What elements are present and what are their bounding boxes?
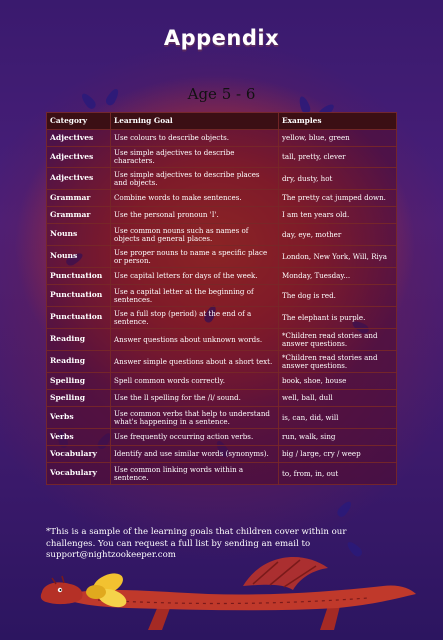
table-header-row <box>47 113 397 130</box>
category-cell: Reading <box>47 329 111 351</box>
table-row <box>47 130 397 147</box>
goal-cell: Use a full stop (period) at the end of a sentence. <box>111 307 279 329</box>
goal-cell: Answer questions about unknown words. <box>111 329 279 351</box>
examples-cell: yellow, blue, green <box>279 130 397 147</box>
table-row <box>47 285 397 307</box>
table-row <box>47 168 397 190</box>
examples-cell: day, eye, mother <box>279 224 397 246</box>
examples-cell: *Children read stories and answer questions. <box>279 351 397 373</box>
examples-cell: The elephant is purple. <box>279 307 397 329</box>
goal-cell: Use common verbs that help to understand what's happening in a sentence. <box>111 407 279 429</box>
dragon-illustration <box>38 548 418 634</box>
examples-cell: tall, pretty, clever <box>279 147 397 168</box>
category-cell: Grammar <box>47 190 111 207</box>
examples-cell: dry, dusty, hot <box>279 168 397 190</box>
examples-cell: is, can, did, will <box>279 407 397 429</box>
goal-cell: Use simple adjectives to describe places and objects. <box>111 168 279 190</box>
dragon-head <box>41 582 83 604</box>
examples-cell: The dog is red. <box>279 285 397 307</box>
examples-cell: book, shoe, house <box>279 373 397 390</box>
category-cell: Punctuation <box>47 268 111 285</box>
goal-cell: Use frequently occurring action verbs. <box>111 429 279 446</box>
table-row <box>47 463 397 485</box>
goal-cell: Identify and use similar words (synonyms). <box>111 446 279 463</box>
goal-cell: Use the personal pronoun 'I'. <box>111 207 279 224</box>
table-row <box>47 373 397 390</box>
examples-cell: *Children read stories and answer questions. <box>279 329 397 351</box>
category-cell: Punctuation <box>47 285 111 307</box>
category-cell: Verbs <box>47 429 111 446</box>
dragon-wing <box>243 557 328 590</box>
examples-cell: The pretty cat jumped down. <box>279 190 397 207</box>
examples-cell: to, from, in, out <box>279 463 397 485</box>
goal-cell: Combine words to make sentences. <box>111 190 279 207</box>
age-subtitle: Age 5 - 6 <box>187 85 256 103</box>
page-title: Appendix <box>163 26 280 50</box>
goal-cell: Use colours to describe objects. <box>111 130 279 147</box>
goal-cell: Use the ll spelling for the /l/ sound. <box>111 390 279 407</box>
category-cell: Nouns <box>47 246 111 268</box>
category-cell: Adjectives <box>47 147 111 168</box>
footnote: *This is a sample of the learning goals that children cover within our challenges. You can request a full list by sending an email to support@nightzookeeper.com <box>46 527 347 561</box>
examples-cell: I am ten years old. <box>279 207 397 224</box>
table-row <box>47 224 397 246</box>
column-header-examples: Examples <box>279 113 397 130</box>
column-header-learning-goal: Learning Goal <box>111 113 279 130</box>
table-row <box>47 268 397 285</box>
table-row <box>47 329 397 351</box>
category-cell: Vocabulary <box>47 446 111 463</box>
table-row <box>47 307 397 329</box>
category-cell: Nouns <box>47 224 111 246</box>
examples-cell: well, ball, dull <box>279 390 397 407</box>
category-cell: Punctuation <box>47 307 111 329</box>
examples-cell: run, walk, sing <box>279 429 397 446</box>
table-row <box>47 446 397 463</box>
table-row <box>47 190 397 207</box>
goal-cell: Use proper nouns to name a specific place or person. <box>111 246 279 268</box>
category-cell: Vocabulary <box>47 463 111 485</box>
table-row <box>47 407 397 429</box>
category-cell: Reading <box>47 351 111 373</box>
category-cell: Spelling <box>47 390 111 407</box>
table-row <box>47 246 397 268</box>
table-row <box>47 429 397 446</box>
learning-goals-table <box>46 112 397 485</box>
category-cell: Adjectives <box>47 168 111 190</box>
goal-cell: Answer simple questions about a short text. <box>111 351 279 373</box>
dragon-leg <box>320 606 340 630</box>
table-row <box>47 207 397 224</box>
examples-cell: London, New York, Will, Riya <box>279 246 397 268</box>
category-cell: Verbs <box>47 407 111 429</box>
dragon-leg <box>148 606 170 630</box>
category-cell: Adjectives <box>47 130 111 147</box>
table-row <box>47 390 397 407</box>
category-cell: Spelling <box>47 373 111 390</box>
category-cell: Grammar <box>47 207 111 224</box>
examples-cell: Monday, Tuesday... <box>279 268 397 285</box>
goal-cell: Use common nouns such as names of objects and general places. <box>111 224 279 246</box>
column-header-category: Category <box>47 113 111 130</box>
table-row <box>47 351 397 373</box>
table-row <box>47 147 397 168</box>
goal-cell: Use a capital letter at the beginning of sentences. <box>111 285 279 307</box>
goal-cell: Spell common words correctly. <box>111 373 279 390</box>
goal-cell: Use capital letters for days of the week. <box>111 268 279 285</box>
examples-cell: big / large, cry / weep <box>279 446 397 463</box>
goal-cell: Use common linking words within a sentence. <box>111 463 279 485</box>
goal-cell: Use simple adjectives to describe characters. <box>111 147 279 168</box>
leaf-decoration <box>335 499 353 519</box>
